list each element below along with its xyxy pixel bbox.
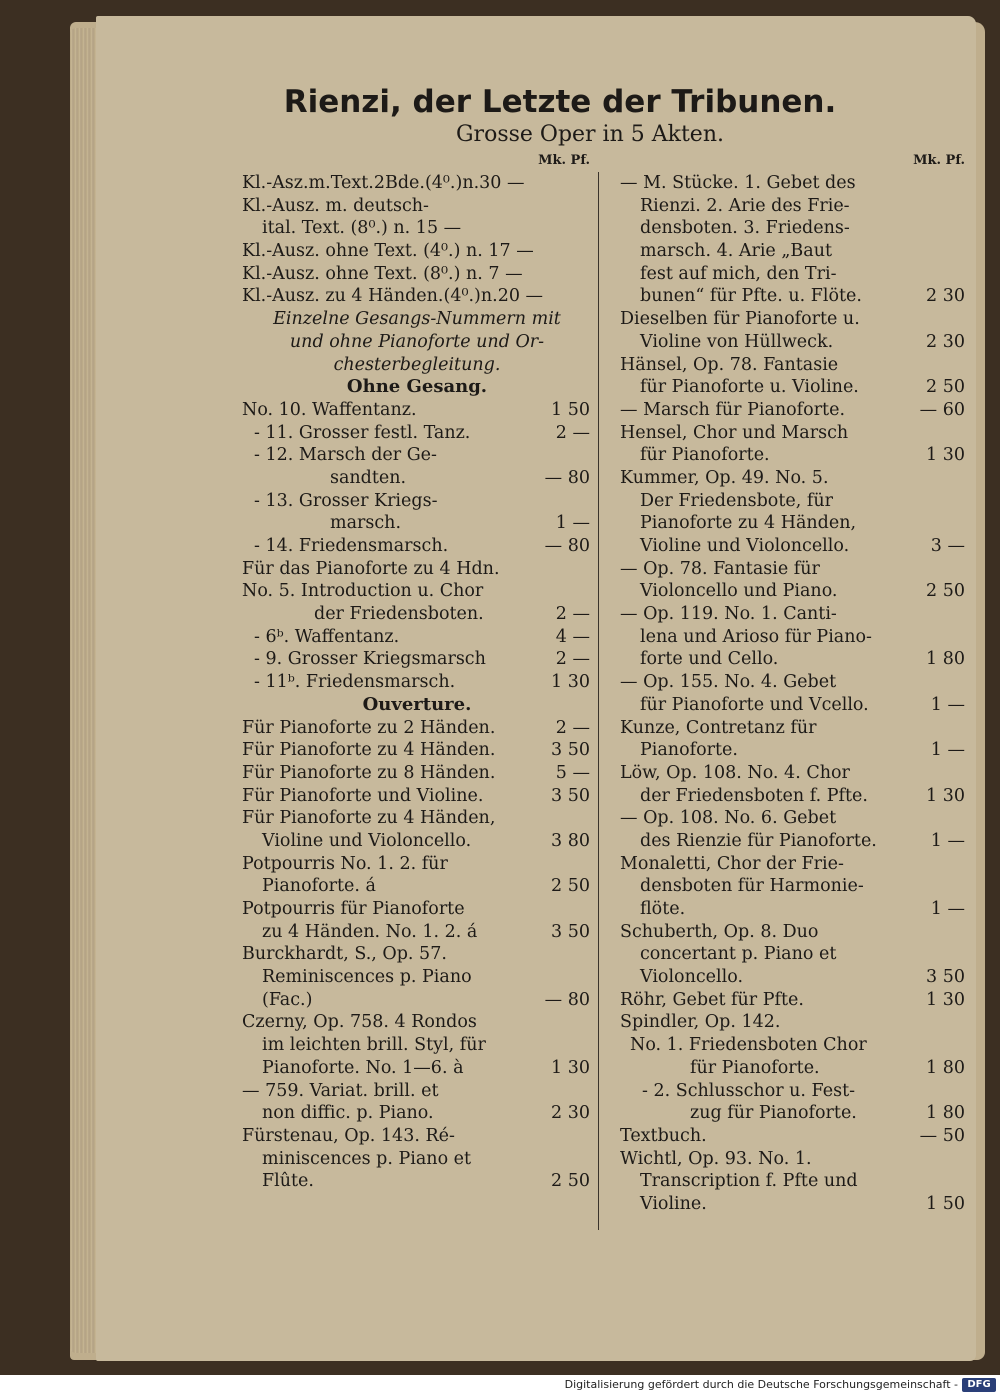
left-line [242, 694, 592, 717]
right-line-price: 1 — [930, 694, 965, 715]
right-line [612, 898, 967, 921]
left-line [242, 898, 592, 921]
left-line-price: 2 — [555, 604, 590, 625]
right-line [612, 240, 967, 263]
right-line-price: 3 50 [926, 967, 965, 988]
left-line-price: 3 50 [551, 740, 590, 761]
right-line [612, 422, 967, 445]
left-line [242, 308, 592, 331]
left-line-text: Fürstenau, Op. 143. Ré- [242, 1125, 455, 1146]
right-line [612, 1034, 967, 1057]
right-line-text: für Pianoforte u. Violine. [640, 377, 859, 398]
left-line [242, 354, 592, 377]
right-line [612, 785, 967, 808]
left-line-text: zu 4 Händen. No. 1. 2. á [262, 921, 478, 942]
right-line-text: densboten. 3. Friedens- [640, 218, 850, 239]
left-line [242, 263, 592, 286]
right-line-text: Dieselben für Pianoforte u. [620, 309, 860, 330]
left-line [242, 1170, 592, 1193]
left-line-text: Für Pianoforte zu 8 Händen. [242, 762, 496, 783]
right-line-price: 1 30 [926, 445, 965, 466]
right-line-price: 1 — [930, 899, 965, 919]
right-line-text: concertant p. Piano et [640, 944, 837, 965]
left-line [242, 830, 592, 853]
right-line [612, 875, 967, 898]
right-line [612, 263, 967, 286]
right-line [612, 853, 967, 876]
column-divider [598, 172, 599, 1230]
right-line-text: Violoncello und Piano. [640, 581, 838, 602]
right-line-text: Transcription f. Pfte und [640, 1171, 858, 1192]
left-line-price: 1 30 [551, 1057, 590, 1078]
left-line [242, 331, 592, 354]
right-column [612, 150, 967, 1216]
left-line [242, 467, 592, 490]
right-line-text: fest auf mich, den Tri- [640, 263, 837, 284]
right-line [612, 1080, 967, 1103]
left-line-price: 2 — [555, 717, 590, 738]
left-line-price: — 80 [544, 467, 590, 488]
left-line [242, 399, 592, 422]
left-line-text: und ohne Pianoforte und Or- [289, 331, 545, 352]
right-line [612, 603, 967, 626]
page-title: Rienzi, der Letzte der Tribunen. [283, 84, 837, 120]
right-line-text: — Op. 155. No. 4. Gebet [620, 672, 837, 693]
right-line [612, 694, 967, 717]
right-line-text: Wichtl, Op. 93. No. 1. [620, 1148, 812, 1169]
left-line [242, 512, 592, 535]
right-line [612, 399, 967, 422]
right-line [612, 1193, 967, 1216]
left-line [242, 989, 592, 1012]
page-subtitle: Grosse Oper in 5 Akten. [455, 122, 724, 147]
price-header-left: Mk. Pf. [538, 153, 590, 168]
right-line [612, 512, 967, 535]
right-line-price: 1 80 [926, 1057, 965, 1078]
right-line [612, 739, 967, 762]
left-line [242, 535, 592, 558]
right-line-text: Röhr, Gebet für Pfte. [620, 989, 804, 1010]
right-line-text: Schuberth, Op. 8. Duo [620, 921, 819, 942]
left-line-text: non diffic. p. Piano. [262, 1103, 434, 1124]
right-line-text: forte und Cello. [640, 649, 779, 670]
right-line-text: — Marsch für Pianoforte. [620, 399, 846, 420]
left-line [242, 1102, 592, 1125]
left-line [242, 966, 592, 989]
right-line [612, 444, 967, 467]
left-line [242, 762, 592, 785]
left-line-text: - 9. Grosser Kriegsmarsch [254, 649, 486, 670]
left-line-text: im leichten brill. Styl, für [262, 1035, 486, 1056]
left-line [242, 490, 592, 513]
left-line-text: miniscences p. Piano et [262, 1148, 472, 1169]
right-line [612, 648, 967, 671]
right-line-text: Kummer, Op. 49. No. 5. [620, 467, 829, 488]
left-line-text: Ouverture. [362, 693, 472, 715]
left-line [242, 807, 592, 830]
right-line [612, 1102, 967, 1125]
left-line-text: Kl.-Ausz. ohne Text. (8⁰.) n. 7 — [242, 263, 523, 284]
right-line-price: 1 30 [926, 989, 965, 1010]
right-line-price: 1 80 [926, 1103, 965, 1124]
left-line-price: 2 — [555, 649, 590, 670]
left-line-text: - 12. Marsch der Ge- [254, 445, 437, 466]
right-line-text: — Op. 119. No. 1. Canti- [620, 604, 837, 625]
right-line-price: 2 30 [926, 286, 965, 307]
left-line [242, 1057, 592, 1080]
left-line-text: Kl.-Ausz. zu 4 Händen.(4⁰.)n.20 — [242, 286, 544, 307]
left-line-price: 4 — [555, 626, 590, 647]
left-line-text: Für Pianoforte zu 2 Händen. [242, 717, 496, 738]
left-line-price: 2 30 [551, 1103, 590, 1124]
right-line [612, 807, 967, 830]
left-line [242, 648, 592, 671]
right-line-text: Spindler, Op. 142. [620, 1012, 781, 1033]
left-line-text: Kl.-Ausz. ohne Text. (4⁰.) n. 17 — [242, 241, 534, 262]
left-line-text: - 6ᵇ. Waffentanz. [254, 626, 400, 647]
left-line [242, 422, 592, 445]
left-line-text: Czerny, Op. 758. 4 Rondos [242, 1012, 477, 1033]
right-line-text: Rienzi. 2. Arie des Frie- [640, 195, 850, 216]
right-line-text: lena und Arioso für Piano- [640, 626, 872, 647]
right-line-text: für Pianoforte. [690, 1057, 820, 1078]
right-line [612, 717, 967, 740]
right-line-price: — 60 [919, 399, 965, 420]
left-line-text: ital. Text. (8⁰.) n. 15 — [262, 218, 462, 239]
left-line-text: Violine und Violoncello. [262, 830, 472, 851]
right-line-text: Hensel, Chor und Marsch [620, 422, 849, 443]
right-line-text: Pianoforte. [640, 740, 738, 761]
left-line [242, 444, 592, 467]
right-line [612, 354, 967, 377]
right-line-text: Monaletti, Chor der Frie- [620, 853, 844, 874]
right-line [612, 376, 967, 399]
right-line-text: Der Friedensbote, für [640, 490, 833, 511]
right-line-text: zug für Pianoforte. [690, 1103, 857, 1124]
left-line [242, 717, 592, 740]
left-line [242, 580, 592, 603]
right-line-text: bunen“ für Pfte. u. Flöte. [640, 286, 862, 307]
right-line-price: 1 80 [926, 649, 965, 670]
left-line [242, 853, 592, 876]
left-line [242, 603, 592, 626]
right-line [612, 195, 967, 218]
right-line-text: densboten für Harmonie- [640, 876, 864, 897]
footer-credit: Digitalisierung gefördert durch die Deutsche Forschungsgemeinschaft - [564, 1378, 958, 1391]
left-line [242, 285, 592, 308]
dfg-logo: DFG [962, 1378, 996, 1392]
right-line-text: Pianoforte zu 4 Händen, [640, 513, 857, 534]
left-line-price: 2 — [555, 422, 590, 443]
left-line-text: No. 10. Waffentanz. [242, 399, 417, 420]
right-line-price: 1 — [930, 740, 965, 761]
right-line-text: Kunze, Contretanz für [620, 717, 817, 738]
right-line-text: — Op. 108. No. 6. Gebet [620, 808, 837, 829]
left-line [242, 1148, 592, 1171]
right-line-price: 2 50 [926, 377, 965, 398]
left-line-text: (Fac.) [262, 989, 313, 1010]
left-line-text: chesterbegleitung. [333, 354, 501, 375]
right-line [612, 671, 967, 694]
left-line [242, 376, 592, 399]
left-line-price: — 80 [544, 536, 590, 556]
left-line-text: Reminiscences p. Piano [262, 967, 472, 988]
left-line-price: 3 50 [551, 785, 590, 806]
left-line-price: — 80 [544, 989, 590, 1010]
left-line [242, 217, 592, 240]
right-line-price: 2 50 [926, 581, 965, 602]
left-line [242, 1125, 592, 1148]
right-line-text: No. 1. Friedensboten Chor [630, 1035, 867, 1056]
right-line-price: — 50 [919, 1125, 965, 1146]
left-line-text: Einzelne Gesangs-Nummern mit [273, 309, 561, 330]
left-line-text: Für das Pianoforte zu 4 Hdn. [242, 558, 500, 579]
left-line-price: 2 50 [551, 1171, 590, 1192]
right-line-text: Löw, Op. 108. No. 4. Chor [620, 762, 850, 783]
right-line-text: Violine. [640, 1193, 707, 1214]
right-line-text: — Op. 78. Fantasie für [620, 558, 820, 579]
right-line-text: marsch. 4. Arie „Baut [640, 241, 833, 262]
right-line-text: Textbuch. [620, 1125, 707, 1146]
left-line-text: Potpourris für Pianoforte [242, 899, 465, 919]
right-line [612, 943, 967, 966]
right-line-text: des Rienzie für Pianoforte. [640, 830, 877, 851]
left-line-text: Für Pianoforte zu 4 Händen. [242, 740, 496, 761]
left-line-text: Kl.-Asz.m.Text.2Bde.(4⁰.)n.30 — [242, 173, 525, 193]
left-line-text: Für Pianoforte zu 4 Händen, [242, 808, 496, 829]
left-line-text: Flûte. [262, 1171, 314, 1192]
left-line-text: — 759. Variat. brill. et [242, 1080, 439, 1101]
left-line-text: - 14. Friedensmarsch. [254, 536, 449, 556]
left-line [242, 1080, 592, 1103]
right-line-price: 1 50 [926, 1193, 965, 1214]
right-line-text: Violine von Hüllweck. [640, 331, 834, 352]
right-line-text: flöte. [640, 899, 686, 919]
left-line-text: Pianoforte. No. 1—6. à [262, 1057, 464, 1078]
price-header-right: Mk. Pf. [913, 153, 965, 168]
right-line [612, 308, 967, 331]
left-line-price: 1 30 [551, 672, 590, 693]
left-line-text: Pianoforte. á [262, 876, 376, 897]
right-line [612, 580, 967, 603]
left-line-text: marsch. [330, 513, 402, 534]
left-column [242, 150, 592, 1193]
right-line [612, 1011, 967, 1034]
right-line [612, 217, 967, 240]
left-line-text: - 11ᵇ. Friedensmarsch. [254, 672, 456, 693]
left-line-text: - 11. Grosser festl. Tanz. [254, 422, 471, 443]
left-line-price: 3 80 [551, 830, 590, 851]
right-line [612, 172, 967, 195]
left-line [242, 943, 592, 966]
left-line [242, 921, 592, 944]
left-line [242, 785, 592, 808]
left-line [242, 195, 592, 218]
right-line [612, 467, 967, 490]
left-line-text: Burckhardt, S., Op. 57. [242, 944, 447, 965]
left-line-text: Für Pianoforte und Violine. [242, 785, 484, 806]
right-line-text: für Pianoforte. [640, 445, 770, 466]
right-line-price: 2 30 [926, 331, 965, 352]
left-line [242, 626, 592, 649]
right-line [612, 762, 967, 785]
left-line-price: 1 — [555, 513, 590, 534]
right-line [612, 1170, 967, 1193]
left-line [242, 875, 592, 898]
left-line [242, 739, 592, 762]
right-line-price: 1 — [930, 830, 965, 851]
right-line [612, 830, 967, 853]
right-line [612, 535, 967, 558]
right-line [612, 285, 967, 308]
left-line [242, 172, 592, 195]
right-line [612, 1125, 967, 1148]
right-line [612, 966, 967, 989]
left-line-text: Kl.-Ausz. m. deutsch- [242, 195, 429, 216]
right-line [612, 490, 967, 513]
left-line-text: sandten. [330, 467, 407, 488]
right-line [612, 921, 967, 944]
right-line-text: — M. Stücke. 1. Gebet des [620, 173, 856, 193]
right-line-price: 3 — [930, 536, 965, 556]
left-line-price: 1 50 [551, 399, 590, 420]
left-line-text: Potpourris No. 1. 2. für [242, 853, 448, 874]
right-line [612, 626, 967, 649]
right-line-text: Violoncello. [640, 967, 744, 988]
right-line [612, 1148, 967, 1171]
left-line-price: 3 50 [551, 921, 590, 942]
right-line [612, 989, 967, 1012]
right-line-price: 1 30 [926, 785, 965, 806]
left-line-price: 2 50 [551, 876, 590, 897]
right-line [612, 331, 967, 354]
right-line-text: der Friedensboten f. Pfte. [640, 785, 868, 806]
left-line-price: 5 — [555, 762, 590, 783]
left-line [242, 240, 592, 263]
left-line-text: der Friedensboten. [314, 604, 484, 625]
left-line [242, 1034, 592, 1057]
right-line-text: Violine und Violoncello. [640, 536, 850, 556]
right-line-text: - 2. Schlusschor u. Fest- [642, 1080, 856, 1101]
left-line [242, 671, 592, 694]
right-line-text: für Pianoforte und Vcello. [640, 694, 869, 715]
left-line-text: Ohne Gesang. [346, 376, 488, 398]
right-line-text: Hänsel, Op. 78. Fantasie [620, 354, 839, 375]
right-line [612, 1057, 967, 1080]
left-line [242, 1011, 592, 1034]
left-line [242, 558, 592, 581]
left-line-text: No. 5. Introduction u. Chor [242, 581, 484, 602]
left-line-text: - 13. Grosser Kriegs- [254, 490, 438, 511]
right-line [612, 558, 967, 581]
